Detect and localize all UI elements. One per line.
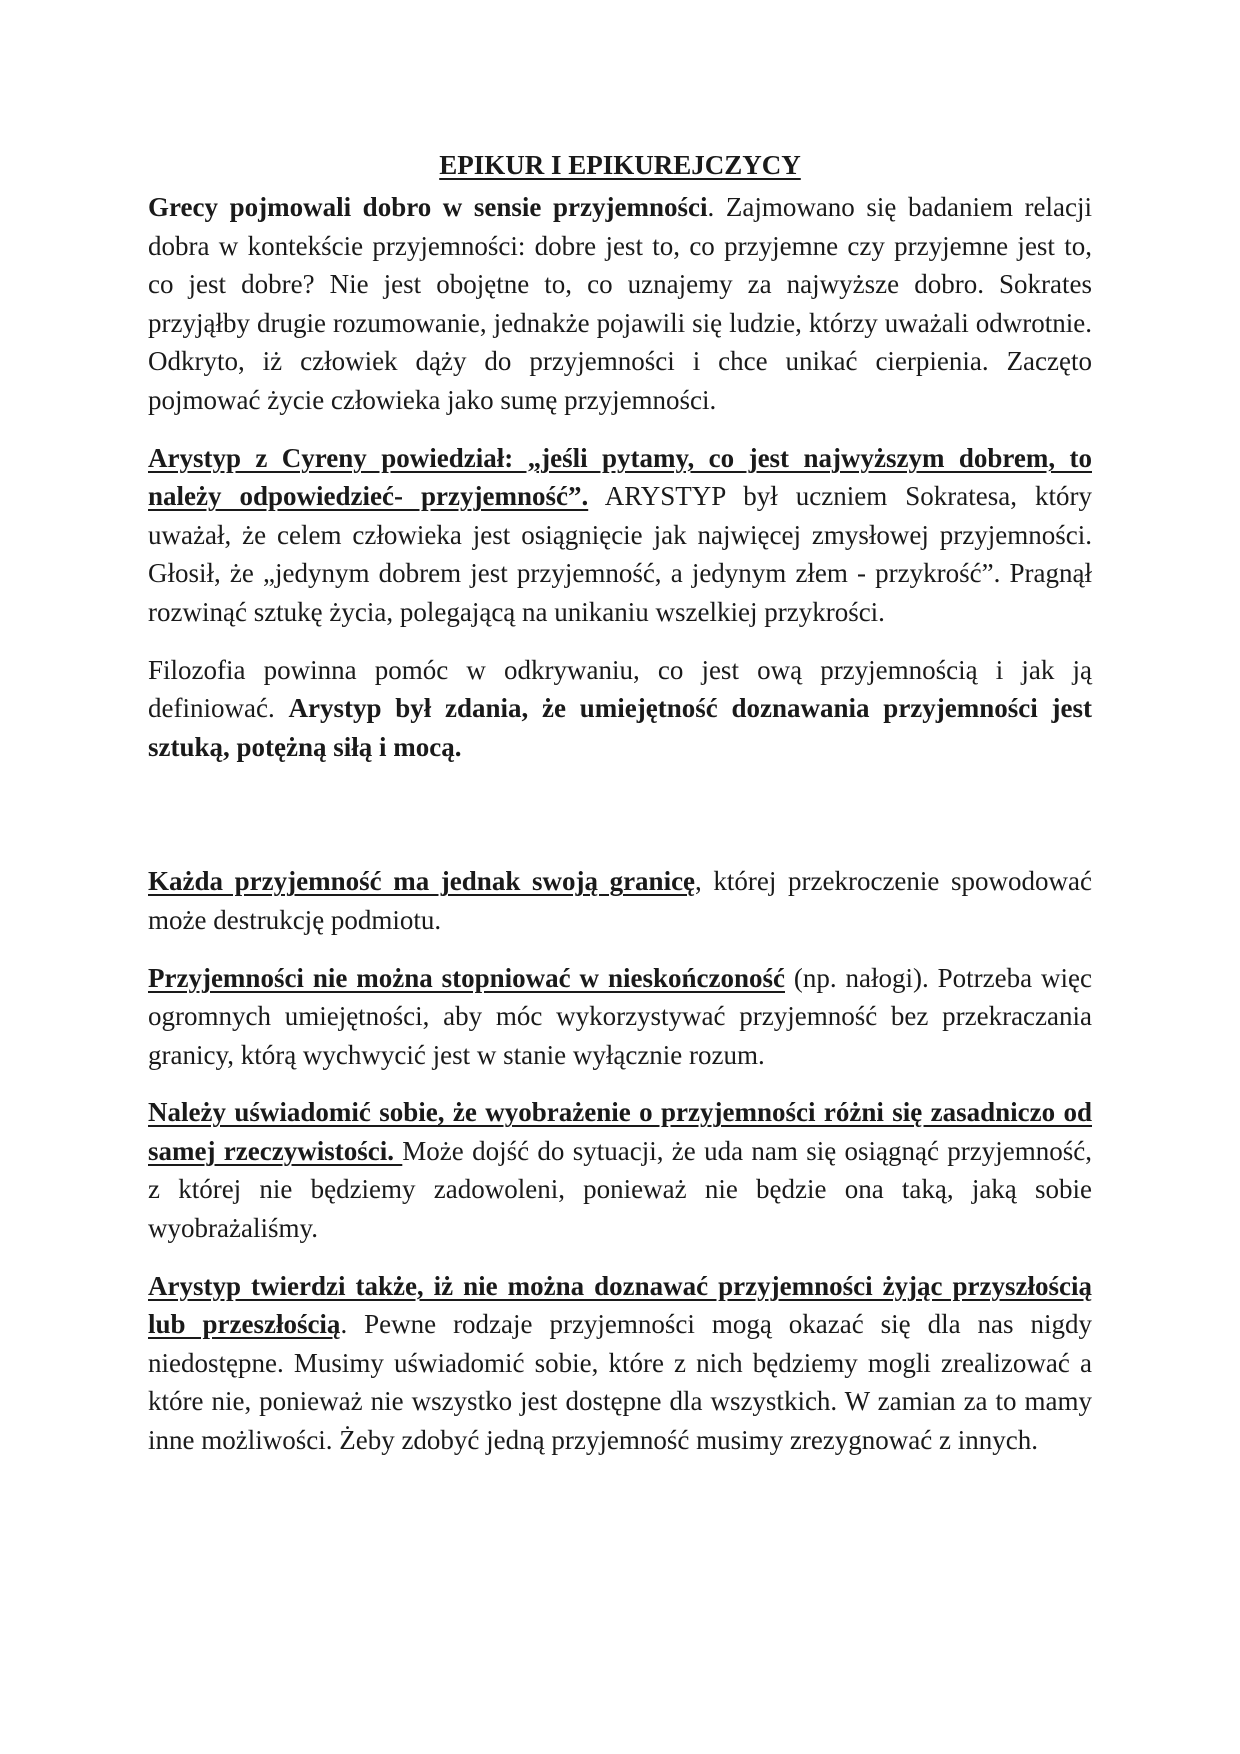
p7-text: . Pewne rodzaje przyjemności mogą okazać się dla nas nigdy niedostępne. Musimy uświadomić sobie, które z nich będziemy mogli zrealizować a które nie, ponieważ nie wszystko jest dostępne dla wszystkich. W zamian za to mamy inne możliwości. Żeby zdobyć jedną przyjemność musimy zrezygnować z innych. [148, 1309, 1092, 1456]
p5-bold-underline: Przyjemności nie można stopniować w nieskończoność [148, 962, 785, 993]
paragraph-3 [148, 651, 1092, 767]
p3-bold: Arystyp był zdania, że umiejętność doznawania przyjemności jest sztuką, potężną siłą i mocą. [148, 693, 1092, 762]
p6-text: Może dojść do sytuacji, że uda nam się osiągnąć przyjemność, z której nie będziemy zadowoleni, ponieważ nie będzie ona taką, jaką sobie wyobrażaliśmy. [148, 1135, 1093, 1244]
document-page [148, 146, 1092, 1479]
paragraph-4 [148, 862, 1092, 939]
p4-bold-underline: Każda przyjemność ma jednak swoją granicę [148, 866, 696, 897]
p7-bold-underline: Arystyp twierdzi także, iż nie można doznawać przyjemności żyjąc przyszłością lub przeszłością [148, 1270, 1092, 1340]
p1-text-b: Sokrates przyjąłby drugie rozumowanie, jednakże pojawili się ludzie, którzy uważali odwrotnie. Odkryto, iż człowiek dąży do przyjemności i chce unikać cierpienia. Zaczęto pojmować życie człowieka jako sumę przyjemności. [148, 269, 1093, 415]
paragraph-2 [148, 439, 1092, 632]
p2-text: ARYSTYP był uczniem Sokratesa, który uważał, że celem człowieka jest osiągnięcie jak najwięcej zmysłowej przyjemności. Głosił, że „jedynym dobrem jest przyjemność, a jedynym złem - przykrość”. Pragnął rozwinąć sztukę życia, polegającą na unikaniu wszelkiej przykrości. [148, 481, 1092, 627]
paragraph-1 [148, 188, 1092, 420]
paragraph-5 [148, 959, 1092, 1075]
document-title: EPIKUR I EPIKUREJCZYCY [439, 150, 801, 180]
p1-bold: Grecy pojmowali dobro w sensie przyjemności [148, 192, 708, 222]
p5-text: (np. nałogi). Potrzeba więc ogromnych umiejętności, aby móc wykorzystywać przyjemność bez przekraczania granicy, którą wychwycić jest w stanie wyłącznie rozum. [148, 962, 1092, 1070]
p1-text-a: . Zajmowano się badaniem relacji dobra w kontekście przyjemności: dobre jest to, co przyjemne czy przyjemne jest to, co jest dobre? Nie jest obojętne to, co uznajemy za najwyższe [148, 192, 1093, 300]
paragraph-6 [148, 1093, 1092, 1247]
p3-text: Filozofia powinna pomóc w odkrywaniu, co jest ową przyjemnością i jak ją definiować. [148, 654, 1092, 724]
p1-dobro: dobro. [914, 269, 984, 300]
blank-space [148, 785, 1092, 862]
paragraph-7 [148, 1267, 1092, 1460]
p4-text: , której przekroczenie spowodować może destrukcję podmiotu. [148, 866, 1092, 935]
p6-bold-underline: Należy uświadomić sobie, że wyobrażenie o przyjemności różni się zasadniczo od samej rzeczywistości. [148, 1097, 1092, 1166]
p2-bold-underline: Arystyp z Cyreny powiedział: „jeśli pytamy, co jest najwyższym dobrem, to należy odpowiedzieć- przyjemność”. [148, 442, 1092, 512]
